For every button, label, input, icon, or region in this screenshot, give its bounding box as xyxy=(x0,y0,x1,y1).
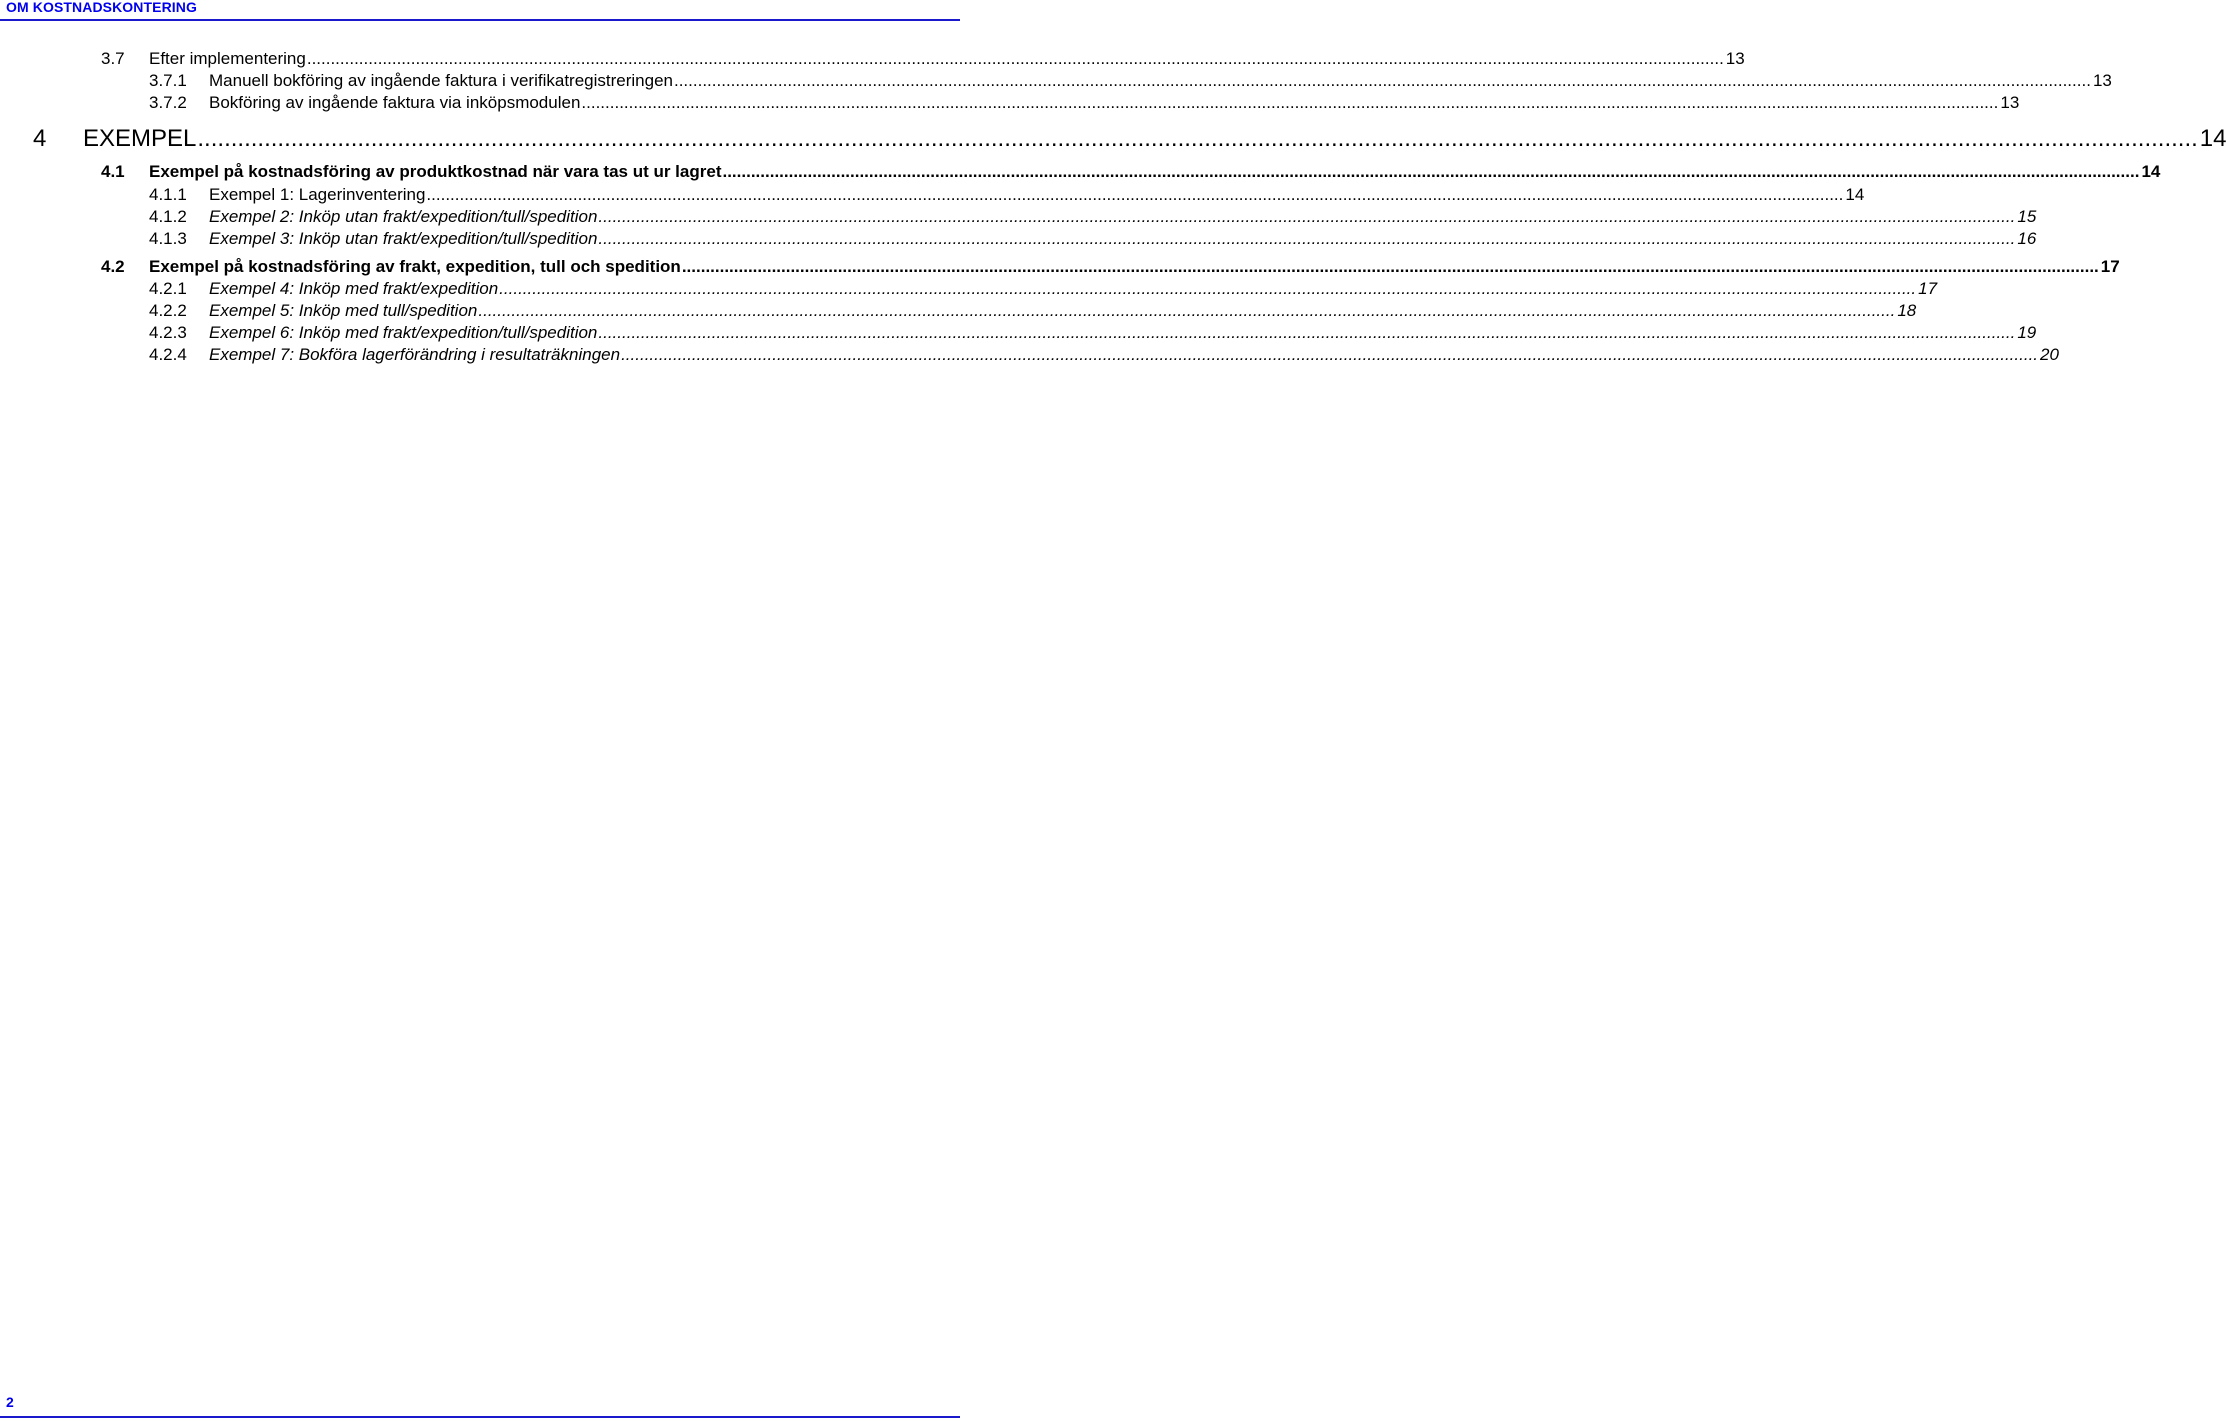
toc-entry-page: 18 xyxy=(1897,301,1917,320)
footer-rule xyxy=(0,1416,960,1418)
toc-entry-title: Efter implementering xyxy=(149,49,306,68)
toc-entry-title: Exempel 1: Lagerinventering xyxy=(209,185,426,204)
toc-leader-dots: ............................................................................................................................................................................................................................................................................................................ xyxy=(621,345,2039,364)
toc-entry-title: Exempel 5: Inköp med tull/spedition xyxy=(209,301,478,320)
footer-page-number: 2 xyxy=(6,1394,14,1410)
running-header-title: OM KOSTNADSKONTERING xyxy=(6,0,197,15)
toc-entry-number: 3.7.1 xyxy=(149,71,187,90)
toc-leader-dots: ............................................................................................................................................................................................................................................................................................................ xyxy=(722,162,2140,181)
toc-entry[interactable] xyxy=(0,228,2037,250)
toc-entry[interactable] xyxy=(0,300,1917,322)
toc-entry-title: Exempel 6: Inköp med frakt/expedition/tull/spedition xyxy=(209,323,598,342)
toc-entry-number: 4.2.1 xyxy=(149,279,187,298)
toc-entry-number: 4.1.3 xyxy=(149,229,187,248)
toc-entry-page: 13 xyxy=(2092,71,2112,90)
toc-entry-title: Manuell bokföring av ingående faktura i verifikatregistreringen xyxy=(209,71,673,90)
toc-entry-title: Exempel 3: Inköp utan frakt/expedition/tull/spedition xyxy=(209,229,598,248)
toc-leader-dots: ............................................................................................................................................................................................................................................................................................................ xyxy=(478,301,1896,320)
toc-entry-title: Exempel 4: Inköp med frakt/expedition xyxy=(209,279,499,298)
toc-entry-number: 4.2.4 xyxy=(149,345,187,364)
toc-entry[interactable] xyxy=(0,278,1938,300)
header-rule xyxy=(0,19,960,21)
toc-entry-page: 20 xyxy=(2040,345,2059,364)
toc-entry-title: Exempel 2: Inköp utan frakt/expedition/tull/spedition xyxy=(209,207,598,226)
toc-entry-page: 19 xyxy=(2017,323,2037,342)
toc-entry[interactable] xyxy=(0,92,2020,114)
toc-leader-dots: ............................................................................................................................................................................................................................................................................................................ xyxy=(598,323,2016,342)
toc-entry-page: 16 xyxy=(2017,229,2037,248)
toc-entry-chapter[interactable] xyxy=(0,124,2226,154)
toc-leader-dots: ............................................................................................................................................................................................................................................................................................................ xyxy=(426,185,1844,204)
toc-entry-title: Exempel 7: Bokföra lagerförändring i resultaträkningen xyxy=(209,345,621,364)
toc-entry-title: EXEMPEL xyxy=(83,125,197,152)
toc-entry-page: 13 xyxy=(2000,93,2020,112)
toc-leader-dots: ............................................................................................................................................................................................................................................................................................................ xyxy=(197,125,2198,152)
toc-entry-number: 3.7.2 xyxy=(149,93,187,112)
toc-entry-page: 14 xyxy=(1845,185,1865,204)
toc-entry-number: 4.1.2 xyxy=(149,207,187,226)
toc-entry-number: 4 xyxy=(33,125,47,152)
toc-entry[interactable] xyxy=(0,344,2059,366)
toc-entry[interactable] xyxy=(0,206,2037,228)
toc-leader-dots: ............................................................................................................................................................................................................................................................................................................ xyxy=(598,207,2016,226)
running-header xyxy=(0,0,960,19)
toc-entry[interactable] xyxy=(0,184,1865,206)
toc-entry[interactable] xyxy=(0,322,2037,344)
toc-leader-dots: ............................................................................................................................................................................................................................................................................................................ xyxy=(598,229,2016,248)
toc-entry-page: 17 xyxy=(2100,257,2120,276)
toc-entry-title: Exempel på kostnadsföring av frakt, expedition, tull och spedition xyxy=(149,257,681,276)
toc-entry[interactable] xyxy=(0,161,2161,183)
toc-entry-number: 4.1 xyxy=(101,162,125,181)
toc-leader-dots: ............................................................................................................................................................................................................................................................................................................ xyxy=(681,257,2099,276)
toc-leader-dots: ............................................................................................................................................................................................................................................................................................................ xyxy=(306,49,1724,68)
toc-entry-title: Bokföring av ingående faktura via inköpsmodulen xyxy=(209,93,581,112)
toc-entry[interactable] xyxy=(0,70,2112,92)
toc-leader-dots: ............................................................................................................................................................................................................................................................................................................ xyxy=(499,279,1917,298)
toc-entry-number: 4.2 xyxy=(101,257,125,276)
toc-entry-page: 14 xyxy=(2199,125,2226,152)
toc-entry-number: 4.2.3 xyxy=(149,323,187,342)
toc-entry[interactable] xyxy=(0,256,2120,278)
toc-entry-number: 3.7 xyxy=(101,49,125,68)
toc-leader-dots: ............................................................................................................................................................................................................................................................................................................ xyxy=(581,93,1999,112)
toc-entry-page: 17 xyxy=(1918,279,1938,298)
toc-entry-page: 14 xyxy=(2141,162,2161,181)
toc-entry-number: 4.1.1 xyxy=(149,185,187,204)
toc-entry[interactable] xyxy=(0,48,1745,70)
toc-entry-number: 4.2.2 xyxy=(149,301,187,320)
toc-entry-title: Exempel på kostnadsföring av produktkostnad när vara tas ut ur lagret xyxy=(149,162,722,181)
toc-entry-page: 13 xyxy=(1725,49,1745,68)
toc-leader-dots: ............................................................................................................................................................................................................................................................................................................ xyxy=(673,71,2091,90)
toc-entry-page: 15 xyxy=(2017,207,2037,226)
